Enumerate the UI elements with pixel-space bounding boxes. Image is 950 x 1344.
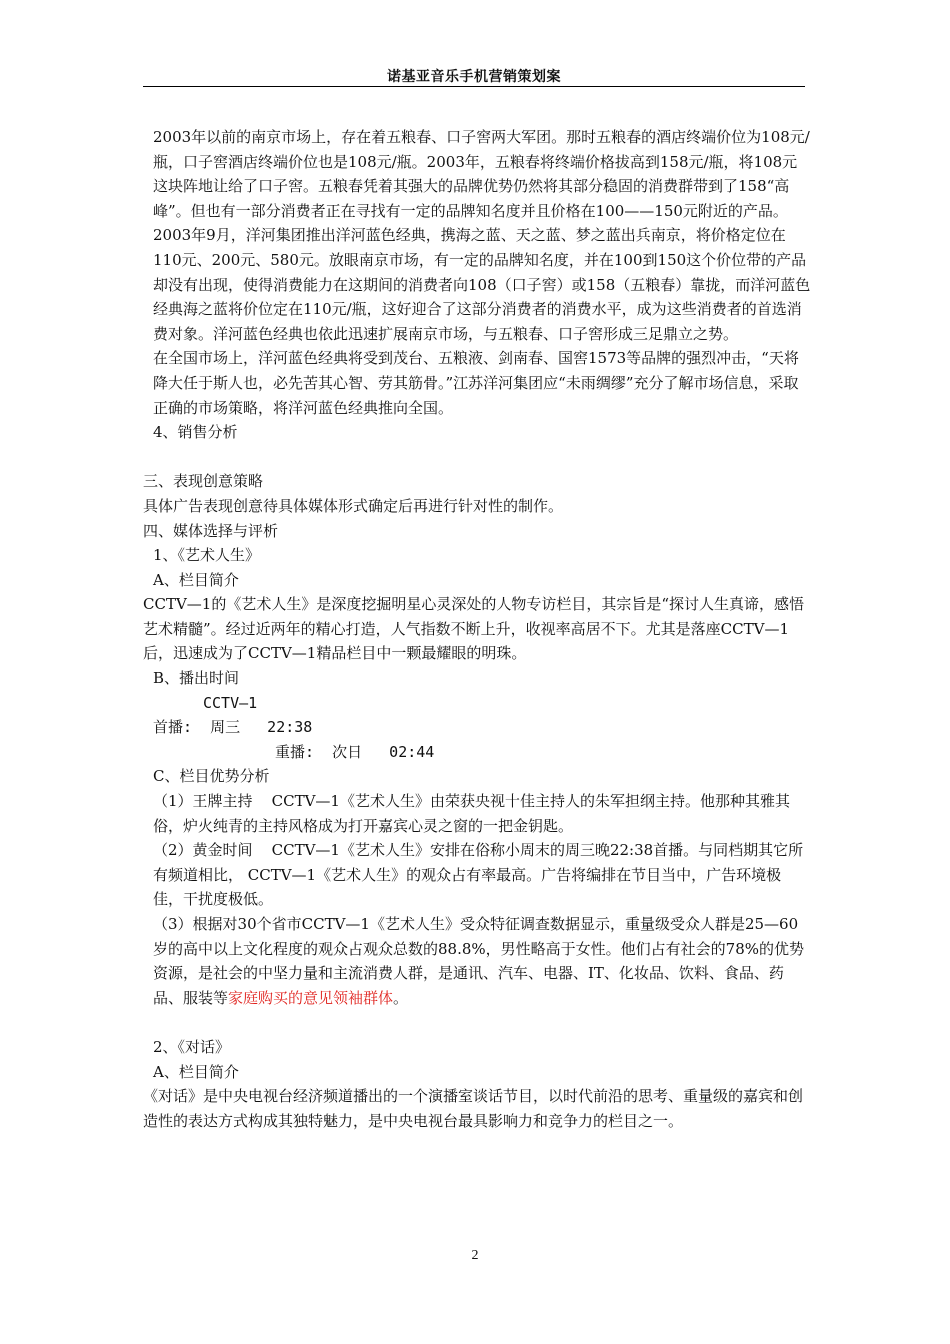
audience-text: （3）根据对30个省市CCTV—1《艺术人生》受众特征调查数据显示，重量级受众人群是25—60岁的高中以上文化程度的观众占观众总数的88.8%，男性略高于女性。他们占有社会的78%的优势资源，是社会的中坚力量和主流消费人群，是通讯、汽车、电器、IT、化妆品、饮料、食品、药品、服装等	[153, 915, 804, 1007]
heading-sales-analysis: 4、销售分析	[153, 423, 238, 442]
document-body	[143, 125, 811, 1133]
item-2-a-body: 《对话》是中央电视台经济频道播出的一个演播室谈话节目，以时代前沿的思考、重量级的嘉宾和创造性的表达方式构成其独特魅力，是中央电视台最具影响力和竞争力的栏目之一。	[143, 1087, 804, 1130]
item-1-b-heading: B、播出时间	[153, 669, 240, 688]
section-3-title: 三、表现创意策略	[143, 472, 264, 491]
item-2-a-heading: A、栏目简介	[153, 1062, 239, 1081]
broadcast-first-airing: 首播: 周三 22:38	[153, 718, 313, 737]
item-1-a-heading: A、栏目简介	[153, 570, 239, 589]
highlighted-opinion-leaders: 家庭购买的意见领袖群体	[228, 988, 394, 1007]
item-1-c-heading: C、栏目优势分析	[153, 767, 270, 786]
broadcast-channel: CCTV—1	[203, 693, 258, 712]
audience-text-end: 。	[393, 988, 409, 1007]
document-header-title: 诺基亚音乐手机营销策划案	[387, 69, 561, 85]
advantage-audience	[143, 912, 811, 1010]
blank-line	[143, 445, 811, 470]
advantage-host: （1）王牌主持 CCTV—1《艺术人生》由荣获央视十佳主持人的朱军担纲主持。他那种其雅其俗，炉火纯青的主持风格成为打开嘉宾心灵之窗的一把金钥匙。	[153, 792, 790, 835]
section-4-title: 四、媒体选择与评析	[143, 521, 279, 540]
section-3-body: 具体广告表现创意待具体媒体形式确定后再进行针对性的制作。	[143, 496, 564, 515]
item-1-a-body: CCTV—1的《艺术人生》是深度挖掘明星心灵深处的人物专访栏目，其宗旨是“探讨人生真谛，感悟艺术精髓”。经过近两年的精心打造，人气指数不断上升，收视率高居不下。尤其是落座CCTV—1后，迅速成为了CCTV—1精品栏目中一颗最耀眼的明珠。	[143, 595, 805, 663]
page-number: 2	[471, 1248, 479, 1263]
paragraph-national-market: 在全国市场上，洋河蓝色经典将受到茂台、五粮液、剑南春、国窖1573等品牌的强烈冲击，“天将降大任于斯人也，必先苦其心智、劳其筋骨。”江苏洋河集团应“未雨绸缪”充分了解市场信息，采取正确的市场策略，将洋河蓝色经典推向全国。	[153, 349, 799, 417]
paragraph-nanjing-market: 2003年以前的南京市场上，存在着五粮春、口子窖两大军团。那时五粮春的酒店终端价位为108元/瓶，口子窖酒店终端价位也是108元/瓶。2003年，五粮春将终端价格拔高到158元/瓶，将108元这块阵地让给了口子窖。五粮春凭着其强大的品牌优势仍然将其部分稳固的消费群带到了158“高峰”。但也有一部分消费者正在寻找有一定的品牌知名度并且价格在100——150元附近的产品。	[153, 128, 810, 220]
paragraph-yanghe-launch: 2003年9月，洋河集团推出洋河蓝色经典，携海之蓝、天之蓝、梦之蓝出兵南京，将价格定位在110元、200元、580元。放眼南京市场，有一定的品牌知名度，并在100到150这个价位带的产品却没有出现，使得消费能力在这期间的消费者向108（口子窖）或158（五粮春）靠拢，而洋河蓝色经典海之蓝将价位定在110元/瓶，这好迎合了这部分消费者的消费水平，成为这些消费者的首选消费对象。洋河蓝色经典也依此迅速扩展南京市场，与五粮春、口子窖形成三足鼎立之势。	[153, 226, 811, 343]
item-2-title: 2、《对话》	[153, 1037, 231, 1056]
header-rule	[143, 86, 805, 87]
advantage-prime-time: （2）黄金时间 CCTV—1《艺术人生》安排在俗称小周末的周三晚22:38首播。与同档期其它所有频道相比， CCTV—1《艺术人生》的观众占有率最高。广告将编排在节目当中，广告环境极佳，干扰度极低。	[153, 841, 804, 909]
blank-line	[143, 1010, 811, 1035]
broadcast-repeat-airing: 重播: 次日 02:44	[275, 742, 435, 761]
item-1-title: 1、《艺术人生》	[153, 546, 261, 565]
